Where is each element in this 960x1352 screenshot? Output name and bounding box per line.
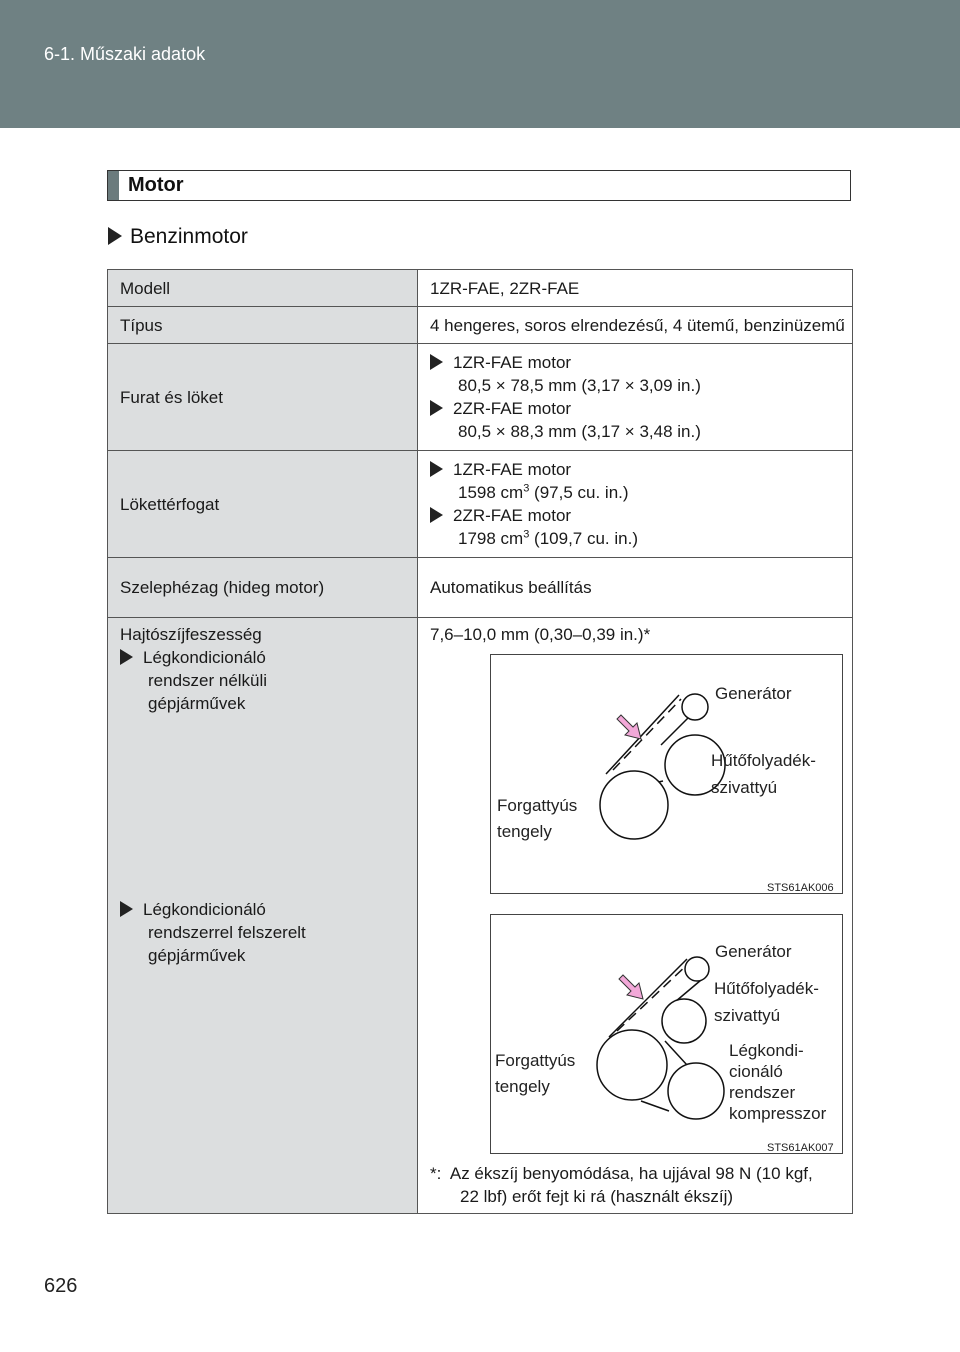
subheading-text: Benzinmotor: [130, 225, 248, 248]
crankshaft-label: tengely: [497, 822, 552, 841]
row-key: Lökettérfogat: [108, 451, 418, 558]
ac-compressor-label: Légkondi- cionáló rendszer kompresszor: [729, 1041, 827, 1123]
generator-label: Generátor: [715, 684, 792, 703]
footnote: [430, 1162, 852, 1208]
water-pump-label: Hűtőfolyadék-: [711, 751, 816, 770]
table-row: [108, 307, 853, 344]
water-pump-label: szivattyú: [714, 1006, 781, 1025]
option-text: rendszer nélküli: [148, 671, 268, 690]
row-value: [418, 618, 853, 1214]
option-text: gépjárművek: [148, 946, 246, 965]
belt-diagram-with-ac: [490, 914, 843, 1154]
triangle-bullet-icon: [430, 461, 443, 477]
triangle-bullet-icon: [120, 649, 133, 665]
section-heading: Motor: [128, 174, 184, 196]
table-row: [108, 270, 853, 307]
generator-pulley: [682, 694, 708, 720]
engine-name: 2ZR-FAE motor: [453, 506, 572, 525]
crankshaft-label: tengely: [495, 1077, 550, 1096]
water-pump-pulley: [662, 999, 706, 1043]
section-heading-box: [107, 170, 851, 201]
table-row: [108, 618, 853, 1214]
row-value: 4 hengeres, soros elrendezésű, 4 ütemű, benzinüzemű: [418, 307, 853, 344]
water-pump-label: Hűtőfolyadék-: [714, 979, 819, 998]
generator-pulley: [685, 957, 709, 981]
figure-code: STS61AK006: [767, 882, 834, 894]
water-pump-label: szivattyú: [711, 778, 778, 797]
page-number: 626: [44, 1275, 78, 1297]
triangle-bullet-icon: [120, 901, 133, 917]
footnote-text: Az ékszíj benyomódása, ha ujjával 98 N (10 kgf,: [449, 1164, 813, 1183]
engine-value: 1798 $cm^3$ (109,7 cu. in.): [458, 528, 638, 548]
row-value: 1ZR-FAE, 2ZR-FAE: [418, 270, 853, 307]
row-value: [418, 451, 853, 558]
pink-arrow-icon: [617, 715, 641, 739]
spec-table: [107, 269, 853, 1214]
engine-entry: [430, 458, 852, 481]
figure-code: STS61AK007: [767, 1142, 834, 1154]
engine-value: 80,5 × 78,5 mm (3,17 × 3,09 in.): [458, 376, 701, 395]
footnote-mark: *:: [430, 1164, 442, 1183]
option-text: rendszerrel felszerelt: [148, 923, 306, 942]
row-value: [418, 344, 853, 451]
option-text: gépjárművek: [148, 694, 246, 713]
triangle-bullet-icon: [430, 507, 443, 523]
crankshaft-pulley: [600, 771, 668, 839]
row-key: Típus: [108, 307, 418, 344]
pink-arrow-icon: [619, 975, 643, 999]
engine-name: 1ZR-FAE motor: [453, 460, 572, 479]
crankshaft-label: Forgattyús: [497, 796, 578, 815]
option-with-ac: Légkondicionáló rendszerrel felszerelt gépjárművek: [120, 898, 306, 967]
row-value: Automatikus beállítás: [418, 558, 853, 618]
engine-value: 1598 $cm^3$ (97,5 cu. in.): [458, 482, 629, 502]
row-key: [108, 618, 418, 1214]
row-key: Modell: [108, 270, 418, 307]
row-key: Szelephézag (hideg motor): [108, 558, 418, 618]
crankshaft-pulley: [597, 1030, 667, 1100]
page-header: [0, 0, 960, 128]
table-row: [108, 451, 853, 558]
footnote-text: 22 lbf) erőt fejt ki rá (használt ékszíj): [460, 1187, 734, 1206]
engine-name: 1ZR-FAE motor: [453, 353, 572, 372]
ac-compressor-pulley: [668, 1063, 724, 1119]
belt-tension-label: Hajtószíjfeszesség: [120, 625, 262, 644]
generator-label: Generátor: [715, 942, 792, 961]
table-row: [108, 558, 853, 618]
triangle-bullet-icon: [430, 354, 443, 370]
engine-entry: [430, 397, 852, 420]
option-no-ac: Légkondicionáló: [120, 646, 417, 669]
belt-tension-value: 7,6–10,0 mm (0,30–0,39 in.)*: [430, 625, 651, 644]
engine-name: 2ZR-FAE motor: [453, 399, 572, 418]
crankshaft-label: Forgattyús: [495, 1051, 576, 1070]
triangle-bullet-icon: [108, 227, 122, 245]
heading-accent-bar: [108, 171, 119, 200]
belt-diagram-no-ac: [490, 654, 843, 894]
engine-value: 80,5 × 88,3 mm (3,17 × 3,48 in.): [458, 422, 701, 441]
table-row: [108, 344, 853, 451]
triangle-bullet-icon: [430, 400, 443, 416]
subheading: [108, 225, 248, 249]
engine-entry: [430, 504, 852, 527]
section-title: 6-1. Műszaki adatok: [44, 44, 206, 64]
engine-entry: [430, 351, 852, 374]
row-key: Furat és löket: [108, 344, 418, 451]
